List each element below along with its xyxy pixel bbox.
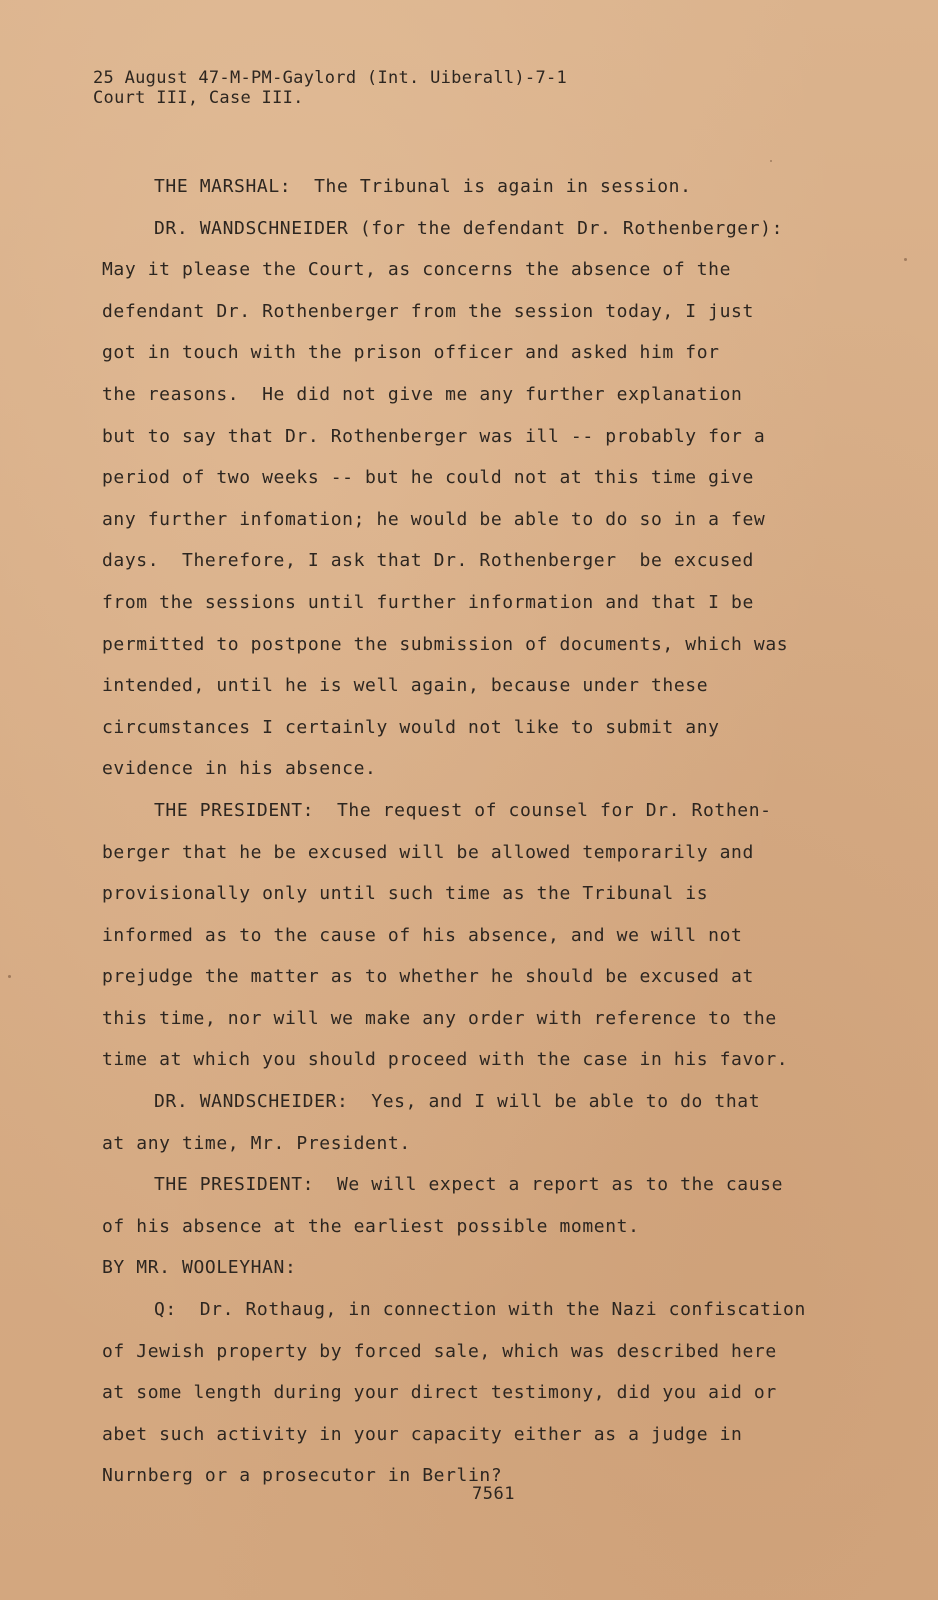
text-line: circumstances I certainly would not like to submit any — [102, 716, 720, 738]
text-line: time at which you should proceed with the case in his favor. — [102, 1049, 789, 1071]
text-line: evidence in his absence. — [102, 758, 377, 780]
page-number: 7561 — [472, 1484, 515, 1504]
text-line: informed as to the cause of his absence, and we will not — [102, 924, 743, 946]
text-line: at any time, Mr. President. — [102, 1132, 411, 1154]
paper-speck — [770, 160, 772, 162]
text-line: THE PRESIDENT: The request of counsel for Dr. Rothen- — [154, 799, 772, 821]
text-line: abet such activity in your capacity either as a judge in — [102, 1423, 743, 1445]
text-line: at some length during your direct testimony, did you aid or — [102, 1382, 777, 1404]
text-line: THE MARSHAL: The Tribunal is again in session. — [154, 176, 692, 197]
text-line: THE PRESIDENT: We will expect a report as to the cause — [154, 1174, 784, 1196]
text-line: of his absence at the earliest possible moment. — [102, 1215, 640, 1237]
header-line-1: 25 August 47-M-PM-Gaylord (Int. Uiberall)-7-1 — [93, 68, 568, 88]
text-line: May it please the Court, as concerns the absence of the — [102, 259, 732, 281]
paper-speck — [904, 258, 907, 261]
text-line: DR. WANDSCHEIDER: Yes, and I will be able to do that — [154, 1091, 761, 1113]
text-line: but to say that Dr. Rothenberger was ill -- probably for a — [102, 425, 766, 447]
header-line-2: Court III, Case III. — [93, 88, 304, 108]
text-line: intended, until he is well again, because under these — [102, 675, 709, 697]
text-line: of Jewish property by forced sale, which was described here — [102, 1340, 777, 1362]
text-line: DR. WANDSCHNEIDER (for the defendant Dr. Rothenberger): — [154, 217, 784, 239]
paper-speck — [566, 1390, 568, 1392]
text-line: days. Therefore, I ask that Dr. Rothenberger be excused — [102, 550, 754, 572]
text-line: the reasons. He did not give me any further explanation — [102, 383, 743, 405]
text-line: Nurnberg or a prosecutor in Berlin? — [102, 1465, 503, 1487]
text-line: permitted to postpone the submission of documents, which was — [102, 633, 789, 655]
paper-speck — [8, 975, 11, 978]
text-line: any further infomation; he would be able to do so in a few — [102, 508, 766, 530]
text-line: berger that he be excused will be allowed temporarily and — [102, 841, 754, 863]
text-line: defendant Dr. Rothenberger from the session today, I just — [102, 300, 754, 322]
text-line: got in touch with the prison officer and asked him for — [102, 342, 720, 364]
text-line: Q: Dr. Rothaug, in connection with the Nazi confiscation — [154, 1299, 806, 1321]
text-line: prejudge the matter as to whether he should be excused at — [102, 966, 754, 988]
text-line: from the sessions until further information and that I be — [102, 591, 754, 613]
text-line: this time, nor will we make any order with reference to the — [102, 1007, 777, 1029]
transcript-body — [102, 166, 862, 1497]
text-line: provisionally only until such time as the Tribunal is — [102, 883, 709, 905]
transcript-header — [93, 68, 567, 108]
text-line: period of two weeks -- but he could not at this time give — [102, 467, 754, 489]
text-line: BY MR. WOOLEYHAN: — [102, 1257, 297, 1279]
